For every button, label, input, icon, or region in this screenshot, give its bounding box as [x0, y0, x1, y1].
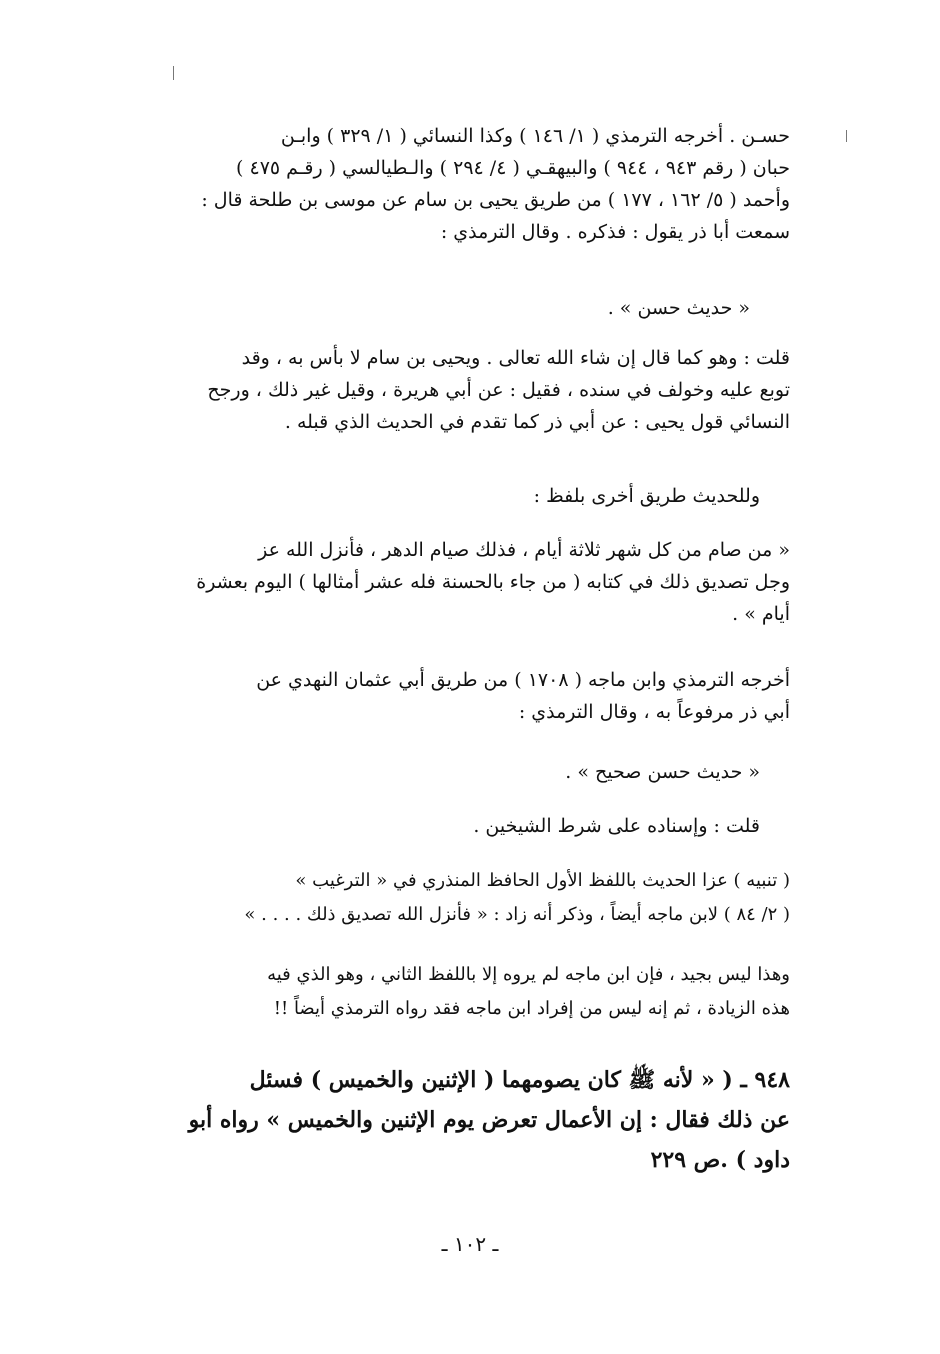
paragraph-hadith-text [100, 534, 790, 630]
text-line: وأحمد ( ٥/ ١٦٢ ، ١٧٧ ) من طريق يحيى بن سام عن موسى بن طلحة قال : [201, 189, 790, 211]
paragraph-critique [100, 958, 790, 1026]
text-line: قلت : وإسناده على شرط الشيخين . [473, 815, 760, 837]
text-line: حسـن . أخرجه الترمذي ( ١/ ١٤٦ ) وكذا النسائي ( ١/ ٣٢٩ ) وابـن [280, 125, 790, 147]
paragraph-note [100, 864, 790, 932]
page-number: ـ ١٠٢ ـ [441, 1232, 499, 1256]
text-line: أخرجه الترمذي وابن ماجه ( ١٧٠٨ ) من طريق أبي عثمان النهدي عن [256, 669, 790, 691]
text-line: أبي ذر مرفوعاً به ، وقال الترمذي : [518, 701, 790, 723]
text-line: أيام » . [732, 603, 790, 625]
text-line: وهذا ليس بجيد ، فإن ابن ماجه لم يروه إلا باللفظ الثاني ، وهو الذي فيه [267, 964, 790, 985]
text-line: قلت : وهو كما قال إن شاء الله تعالى . ويحيى بن سام لا بأس به ، وقد [241, 347, 790, 369]
margin-mark-right [846, 130, 847, 142]
paragraph-quote-sahih [100, 756, 760, 788]
text-line: ٩٤٨ ـ ( « لأنه ﷺ كان يصومهما ( الإثنين والخميس ) فسئل [249, 1067, 790, 1093]
paragraph-other-route [100, 480, 760, 512]
text-line: وللحديث طريق أخرى بلفظ : [533, 485, 760, 507]
text-line: توبع عليه وخولف في سنده ، فقيل : عن أبي هريرة ، وقيل غير ذلك ، ورجح [207, 379, 790, 401]
text-line: « حديث حسن » . [607, 297, 750, 319]
text-line: « حديث حسن صحيح » . [565, 761, 760, 783]
paragraph-isnad [100, 810, 760, 842]
text-line: وجل تصديق ذلك في كتابه ( من جاء بالحسنة فله عشر أمثالها ) اليوم بعشرة [196, 571, 790, 593]
text-line: ( تنبيه ) عزا الحديث باللفظ الأول الحافظ المنذري في « الترغيب » [295, 870, 790, 891]
paragraph-quote-hasan [100, 292, 750, 324]
text-line: حبان ( رقم ٩٤٣ ، ٩٤٤ ) والبيهقـي ( ٤/ ٢٩٤ ) والـطيالسي ( رقـم ٤٧٥ ) [236, 157, 790, 179]
paragraph-comment [100, 342, 790, 438]
paragraph-takhrij-2 [100, 664, 790, 728]
margin-mark-top [173, 66, 174, 80]
paragraph-takhrij [100, 120, 790, 248]
text-line: داود ) .ص ٢٢٩ [650, 1147, 790, 1173]
text-line: النسائي قول يحيى : عن أبي ذر كما تقدم في الحديث الذي قبله . [284, 411, 790, 433]
text-line: هذه الزيادة ، ثم إنه ليس من إفراد ابن ماجه فقد رواه الترمذي أيضاً !! [273, 998, 790, 1019]
paragraph-hadith-948 [100, 1060, 790, 1180]
text-line: سمعت أبا ذر يقول : فذكره . وقال الترمذي : [440, 221, 790, 243]
text-line: « من صام من كل شهر ثلاثة أيام ، فذلك صيام الدهر ، فأنزل الله عز [258, 539, 790, 561]
text-line: ( ٢/ ٨٤ ) لابن ماجه أيضاً ، وذكر أنه زاد : « فأنزل الله تصديق ذلك . . . . » [244, 904, 790, 925]
text-line: عن ذلك فقال : إن الأعمال تعرض يوم الإثنين والخميس » رواه أبو [188, 1107, 790, 1133]
